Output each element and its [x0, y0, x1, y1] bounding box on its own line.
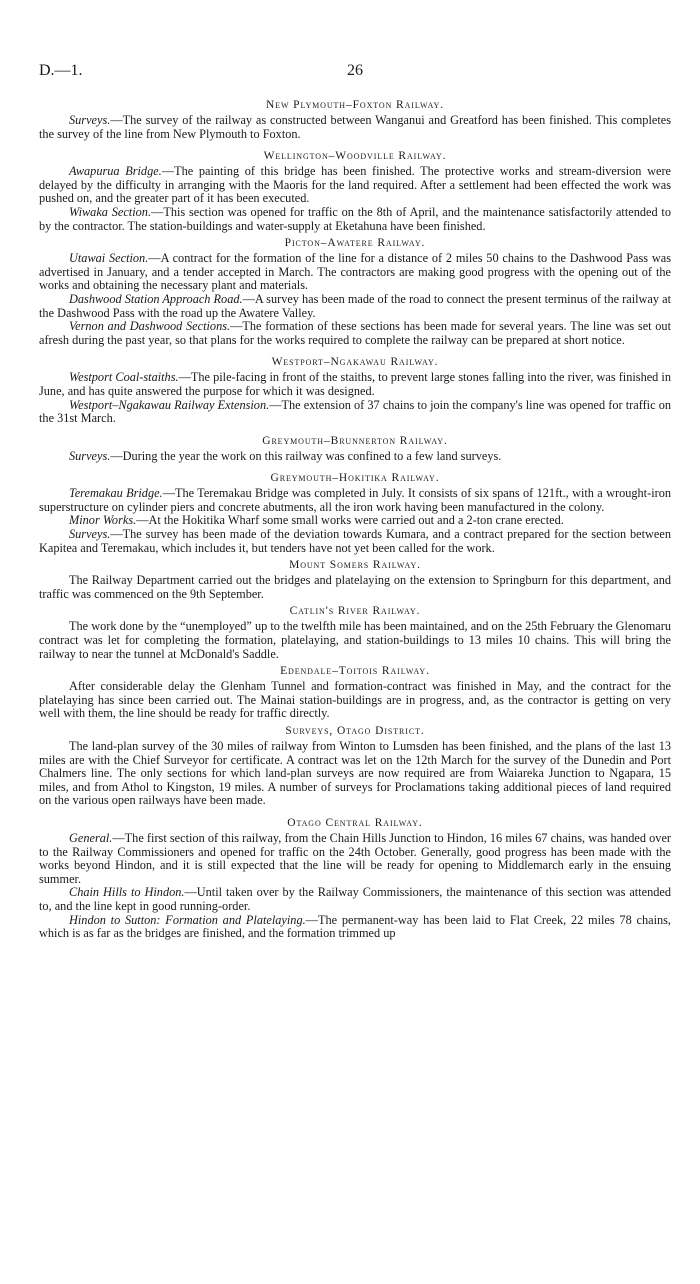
paragraph-text: —The Teremakau Bridge was completed in July. It consists of six spans of 121ft., with a wrought-iron superstructure on cylinder piers and concrete abutments, all the iron work having been manufactured in the colony. — [39, 486, 671, 514]
page-header — [39, 62, 671, 82]
paragraph-text: —The extension of 37 chains to join the company's line was opened for traffic on the 31st March. — [39, 397, 671, 426]
section-heading: Edendale–Toitois Railway. — [280, 665, 430, 678]
paragraph — [39, 886, 671, 913]
section — [39, 98, 671, 141]
paragraph-text: —The first section of this railway, from the Chain Hills Junction to Hindon, 16 miles 67 chains, was handed over to the Railway Commissioners and opened for traffic on the 24th October. Generally, good progress has been made with the works beyond Hindon, and it is still expected that the line will be ready for opening to Middlemarch early in the ensuing summer. — [39, 830, 671, 886]
paragraph-lead: General. — [69, 830, 113, 845]
paragraph — [39, 293, 671, 320]
paragraph-text: —The formation of these sections has been made for several years. The line was set out afresh during the past year, so that plans for the works required to complete the railway can be prepared at short notice. — [39, 319, 671, 347]
section — [39, 724, 671, 808]
paragraph — [39, 528, 671, 555]
paragraph-text: After considerable delay the Glenham Tunnel and formation-contract was finished in May, and the contract for the platelaying has since been carried out. The Mainai station-buildings are in progress, and, as the contractor is getting on very well with them, the line should be ready for traffic directly. — [39, 679, 671, 721]
section-heading: New Plymouth–Foxton Railway. — [265, 99, 445, 111]
paragraph — [39, 320, 671, 347]
paragraph-text: —This section was opened for traffic on the 8th of April, and the maintenance satisfactorily attended to by the contractor. The station-buildings and water-supply at Eketahuna have been finished. — [39, 204, 671, 233]
section-heading: Catlin's River Railway. — [289, 605, 421, 618]
section-heading: Surveys, Otago District. — [285, 725, 425, 737]
paragraph — [39, 450, 671, 464]
paragraph-text: —The pile-facing in front of the staiths, to prevent large stones falling into the river, was finished in June, and has quite answered the purpose for which it was designed. — [39, 370, 671, 398]
section — [39, 604, 671, 661]
section — [39, 664, 671, 721]
paragraph-lead: Surveys. — [69, 527, 111, 542]
paragraph-text: —At the Hokitika Wharf some small works were carried out and a 2-ton crane erected. — [136, 513, 564, 528]
paragraph — [39, 514, 671, 528]
section-heading: Wellington–Woodville Railway. — [263, 150, 447, 163]
section — [39, 355, 671, 425]
paragraph — [39, 832, 671, 886]
section-heading: Greymouth–Hokitika Railway. — [270, 472, 440, 485]
section-heading: Picton–Awatere Railway. — [284, 237, 426, 250]
paragraph — [39, 680, 671, 721]
document-reference: D.—1. — [39, 62, 83, 79]
paragraph-lead: Vernon and Dashwood Sections. — [69, 319, 231, 334]
paragraph-text: —The survey has been made of the deviation towards Kumara, and a contract prepared for the section between Kapitea and Teremakau, which includes it, but tenders have not yet been called for the work. — [39, 527, 671, 555]
section — [39, 471, 671, 555]
paragraph-lead: Teremakau Bridge. — [69, 486, 163, 501]
paragraph-lead: Minor Works. — [69, 513, 137, 528]
section-heading: Mount Somers Railway. — [289, 559, 421, 572]
section-heading: Westport–Ngakawau Railway. — [271, 356, 439, 369]
paragraph-text: —During the year the work on this railway was confined to a few land surveys. — [110, 448, 502, 463]
paragraph-text: The Railway Department carried out the bridges and platelaying on the extension to Springburn for this department, and traffic was commenced on the 9th September. — [39, 573, 671, 601]
document-body — [39, 98, 671, 949]
paragraph-lead: Utawai Section. — [69, 251, 149, 266]
paragraph — [39, 371, 671, 398]
paragraph — [39, 574, 671, 601]
paragraph-lead: Westport–Ngakawau Railway Extension. — [69, 397, 270, 412]
section — [39, 149, 671, 233]
paragraph-lead: Dashwood Station Approach Road. — [69, 291, 243, 306]
paragraph-text: —The permanent-way has been laid to Flat Creek, 22 miles 78 chains, which is as far as the bridges are finished, and the formation trimmed up — [39, 912, 671, 941]
paragraph-lead: Hindon to Sutton: Formation and Platelaying. — [69, 912, 306, 927]
paragraph — [39, 487, 671, 514]
paragraph-lead: Chain Hills to Hindon. — [69, 885, 185, 900]
paragraph-lead: Westport Coal-staiths. — [69, 370, 179, 385]
paragraph — [39, 252, 671, 293]
paragraph-text: —A survey has been made of the road to connect the present terminus of the railway at the Dashwood Pass with the road up the Awatere Valley. — [39, 291, 672, 320]
paragraph — [39, 740, 671, 808]
section — [39, 558, 671, 601]
paragraph-lead: Surveys. — [69, 448, 111, 463]
paragraph — [39, 165, 671, 206]
paragraph — [39, 399, 671, 426]
paragraph-text: —The survey of the railway as constructed between Wanganui and Greatford has been finished. This completes the survey of the line from New Plymouth to Foxton. — [39, 113, 671, 141]
paragraph — [39, 206, 671, 233]
paragraph-lead: Surveys. — [69, 113, 111, 127]
paragraph-text: The work done by the “unemployed” up to the twelfth mile has been maintained, and on the 25th February the Glenomaru contract was let for completing the formation, platelaying, and station-buildings to 13 miles 10 chains. This will bring the railway to near the tunnel at McDonald's Saddle. — [39, 619, 671, 661]
paragraph-lead: Wiwaka Section. — [69, 204, 152, 219]
paragraph-text: The land-plan survey of the 30 miles of railway from Winton to Lumsden has been finished, and the plans of the last 13 miles are with the Chief Surveyor for certificate. A contract was let on the 12th March for the survey of the Dunedin and Port Chalmers line. The only sections for which land-plan surveys are now required are from Waiareka Junction to Ngapara, 15 miles, and from Athol to Kingston, 19 miles. A number of surveys for Proclamations taking additional pieces of land required on the various open railways have been made. — [39, 739, 671, 808]
page-number: 26 — [347, 62, 363, 79]
section — [39, 236, 671, 347]
paragraph-text: —Until taken over by the Railway Commissioners, the maintenance of this section was attended to, and the line kept in good running-order. — [39, 885, 671, 913]
paragraph-text: —A contract for the formation of the line for a distance of 2 miles 50 chains to the Dashwood Pass was advertised in January, and a tender accepted in March. The contractors are making good progress with the opening out of the works and obtaining the necessary plant and materials. — [39, 251, 671, 293]
section — [39, 434, 671, 464]
section-heading: Greymouth–Brunnerton Railway. — [262, 434, 448, 447]
paragraph-lead: Awapurua Bridge. — [69, 164, 162, 179]
section-heading: Otago Central Railway. — [287, 816, 423, 829]
paragraph — [39, 620, 671, 661]
paragraph — [39, 114, 671, 141]
section — [39, 816, 671, 941]
paragraph-text: —The painting of this bridge has been finished. The protective works and stream-diversion were delayed by the difficulty in arranging with the Maoris for the land required. After a settlement had been effected the work was pushed on, and the greater part of it has been executed. — [39, 164, 671, 206]
paragraph — [39, 914, 671, 941]
